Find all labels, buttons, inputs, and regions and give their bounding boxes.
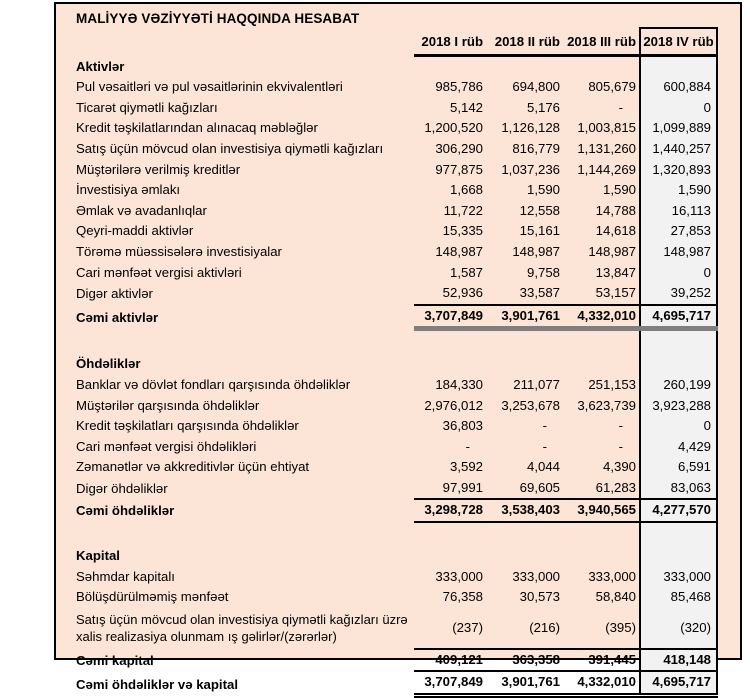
row-label: Digər aktivlər	[76, 286, 153, 302]
cell-value: 2,976,012	[424, 397, 483, 413]
cell-value: 12,558	[519, 202, 560, 218]
financial-table	[76, 27, 718, 698]
report-page	[54, 2, 742, 692]
cell-value: 0	[640, 98, 717, 119]
cell-value: 184,330	[435, 376, 483, 392]
cell-value: 1,440,257	[640, 139, 717, 160]
cell-value: 251,153	[588, 376, 636, 392]
cell-value: 3,707,849	[414, 671, 486, 695]
cell-value: 6,591	[640, 457, 717, 478]
cell-value: 1,126,128	[501, 120, 560, 136]
table-row	[76, 180, 717, 201]
cell-value: 694,800	[512, 79, 560, 95]
cell-value: 53,157	[595, 285, 636, 301]
header-row	[76, 28, 717, 55]
cell-value: 27,853	[640, 221, 717, 242]
cell-value: 600,884	[640, 77, 717, 98]
row-label: Cari mənfəət vergisi aktivləri	[76, 264, 242, 280]
row-label: Cari mənfəət vergisi öhdəlikləri	[76, 438, 257, 454]
cell-value: 1,590	[526, 182, 560, 198]
cell-value: -	[618, 438, 623, 454]
cell-value: 3,538,403	[486, 499, 563, 522]
cell-value: 4,044	[526, 459, 560, 475]
cell-value: 4,277,570	[640, 499, 717, 522]
cell-value: 4,332,010	[563, 305, 640, 329]
row-label: Müştərilərə verilmiş kreditlər	[76, 161, 241, 177]
cell-value: 5,142	[449, 99, 483, 115]
column-header-q2: 2018 II rüb	[486, 28, 563, 55]
table-row	[76, 77, 717, 98]
table-row	[76, 242, 717, 263]
cell-value: 977,875	[435, 161, 483, 177]
table-row	[76, 375, 717, 396]
cell-value: 148,987	[512, 243, 560, 259]
cell-value: 36,803	[442, 418, 483, 434]
section-label: Aktivlər	[76, 58, 125, 74]
cell-value: 76,358	[442, 589, 483, 605]
row-label: Törəmə müəssisələrə investisiyalar	[76, 243, 282, 259]
column-header-empty	[76, 28, 414, 55]
cell-value: 15,161	[519, 223, 560, 239]
cell-value: 211,077	[513, 376, 560, 392]
cell-value: 30,573	[519, 589, 560, 605]
spacer-row	[76, 329, 717, 355]
table-row	[76, 457, 717, 478]
table-row	[76, 283, 717, 305]
spacer-cell	[76, 522, 640, 546]
cell-value: 363,358	[486, 649, 563, 672]
column-header-q1: 2018 I rüb	[414, 28, 486, 55]
cell-value: -	[542, 418, 547, 434]
cell-value: 33,587	[519, 285, 560, 301]
cell-value: 4,695,717	[640, 671, 717, 695]
row-label: Müştərilər qarşısında öhdəliklər	[76, 397, 260, 413]
cell-value: (237)	[452, 619, 483, 635]
cell-value: -	[618, 418, 623, 434]
cell-value: 4,695,717	[640, 305, 717, 329]
cell-value: 333,000	[435, 568, 483, 584]
table-row	[76, 608, 717, 649]
row-label: Cəmi öhdəliklər	[76, 503, 175, 519]
section-label: Kapital	[76, 548, 120, 564]
section-row	[76, 546, 717, 567]
table-row	[76, 221, 717, 242]
cell-value: 5,176	[526, 99, 560, 115]
total-row	[76, 305, 717, 329]
row-label: Digər öhdəliklər	[76, 480, 168, 496]
cell-value: 3,940,565	[563, 499, 640, 522]
cell-value: 69,605	[519, 479, 560, 495]
cell-value: 3,707,849	[414, 305, 486, 329]
row-label: Zəmanətlər və akkreditivlər üçün ehtiyat	[76, 459, 310, 475]
cell-value: 260,199	[640, 375, 717, 396]
cell-value: 4,390	[602, 459, 636, 475]
cell-value: 3,901,761	[486, 305, 563, 329]
table-row	[76, 160, 717, 181]
table-row	[76, 437, 717, 458]
table-row	[76, 201, 717, 222]
row-label: Pul vəsaitləri və pul vəsaitlərinin ekvivalentləri	[76, 79, 343, 95]
row-label: Cəmi öhdəliklər və kapital	[76, 676, 238, 692]
section-row	[76, 55, 717, 77]
cell-value: 1,590	[640, 180, 717, 201]
cell-value: 1,003,815	[577, 120, 636, 136]
cell-value: 97,991	[442, 479, 483, 495]
cell-value: 3,901,761	[486, 671, 563, 695]
cell-value: 1,587	[449, 264, 483, 280]
row-label: Banklar və dövlət fondları qarşısında öhdəliklər	[76, 376, 351, 392]
cell-value: 391,445	[563, 649, 640, 672]
table-row	[76, 478, 717, 500]
cell-value: 306,290	[435, 140, 483, 156]
table-row	[76, 118, 717, 139]
cell-value: 85,468	[640, 587, 717, 608]
row-label: Bölüşdürülməmiş mənfəət	[76, 589, 229, 605]
row-label: Kredit təşkilatlarından alınacaq məbləğlər	[76, 120, 318, 136]
cell-value: 1,320,893	[640, 160, 717, 181]
cell-value: 1,037,236	[501, 161, 560, 177]
cell-value: 11,722	[443, 202, 483, 218]
cell-value: (395)	[605, 619, 636, 635]
cell-value: 4,332,010	[563, 671, 640, 695]
total-row	[76, 671, 717, 695]
total-row	[76, 499, 717, 522]
table-row	[76, 263, 717, 284]
cell-value: 816,779	[512, 140, 560, 156]
cell-value: 1,200,520	[424, 120, 483, 136]
cell-value: 409,121	[414, 649, 486, 672]
total-row	[76, 649, 717, 672]
cell-value: 4,429	[640, 437, 717, 458]
spacer-row	[76, 522, 717, 546]
cell-value: 16,113	[640, 201, 717, 222]
cell-value: -	[618, 99, 623, 115]
row-label: Satış üçün mövcud olan investisiya qiymətli kağızları	[76, 140, 384, 156]
table-row	[76, 396, 717, 417]
cell-value: 985,786	[435, 79, 483, 95]
column-header-q4: 2018 IV rüb	[640, 28, 717, 55]
cell-value: 58,840	[595, 589, 636, 605]
cell-value: 333,000	[640, 567, 717, 588]
row-label: Qeyri-maddi aktivlər	[76, 223, 194, 239]
column-header-q3: 2018 III rüb	[563, 28, 640, 55]
cell-value: 14,788	[595, 202, 636, 218]
cell-value: -	[465, 438, 470, 454]
cell-value: 805,679	[588, 79, 636, 95]
row-label: Cəmi aktivlər	[76, 310, 159, 326]
section-label: Öhdəliklər	[76, 356, 141, 372]
cell-value: 39,252	[640, 283, 717, 305]
cell-value: 333,000	[512, 568, 560, 584]
cell-value: 9,758	[526, 264, 560, 280]
spacer-cell-highlight	[640, 329, 717, 355]
cell-value: 15,335	[442, 223, 483, 239]
row-label: Kredit təşkilatları qarşısında öhdəliklər	[76, 418, 299, 434]
cell-value: 3,298,728	[414, 499, 486, 522]
table-row	[76, 139, 717, 160]
cell-value: 14,618	[595, 223, 636, 239]
cell-value: 61,283	[595, 479, 636, 495]
cell-value: 83,063	[640, 478, 717, 500]
cell-value: (320)	[640, 608, 717, 649]
cell-value: 333,000	[588, 568, 636, 584]
section-cell-highlight	[640, 354, 717, 375]
cell-value: 418,148	[640, 649, 717, 672]
cell-value: 148,987	[640, 242, 717, 263]
cell-value: 1,144,269	[577, 161, 636, 177]
spacer-cell-highlight	[640, 522, 717, 546]
row-label: Əmlak və avadanlıqlar	[76, 202, 207, 218]
spacer-cell	[76, 329, 640, 355]
table-row	[76, 587, 717, 608]
cell-value: 0	[640, 416, 717, 437]
cell-value: 3,253,678	[501, 397, 560, 413]
cell-value: 3,592	[449, 459, 483, 475]
cell-value: 148,987	[435, 243, 483, 259]
row-label: Cəmi kapital	[76, 652, 154, 668]
cell-value: (216)	[529, 619, 560, 635]
row-label: Satış üçün mövcud olan investisiya qiymətli kağızları üzrə xalis realizasiya olunmam ış gəlirlər/(zərərlər)	[76, 611, 408, 645]
cell-value: 1,668	[449, 182, 483, 198]
cell-value: 3,623,739	[577, 397, 636, 413]
section-row	[76, 354, 717, 375]
cell-value: 1,131,260	[577, 140, 636, 156]
cell-value: 13,847	[595, 264, 636, 280]
cell-value: 1,590	[602, 182, 636, 198]
table-row	[76, 98, 717, 119]
row-label: Ticarət qiymətli kağızları	[76, 99, 218, 115]
cell-value: 1,099,889	[640, 118, 717, 139]
cell-value: 3,923,288	[640, 396, 717, 417]
cell-value: 0	[640, 263, 717, 284]
table-row	[76, 416, 717, 437]
cell-value: 148,987	[588, 243, 636, 259]
row-label: Səhmdar kapitalı	[76, 568, 175, 584]
cell-value: -	[542, 438, 547, 454]
page-title: MALİYYƏ VƏZİYYƏTİ HAQQINDA HESABAT	[76, 11, 360, 26]
section-cell-highlight	[640, 55, 717, 77]
cell-value: 52,936	[442, 285, 483, 301]
row-label: İnvestisiya əmlakı	[76, 182, 181, 198]
section-cell-highlight	[640, 546, 717, 567]
table-row	[76, 567, 717, 588]
